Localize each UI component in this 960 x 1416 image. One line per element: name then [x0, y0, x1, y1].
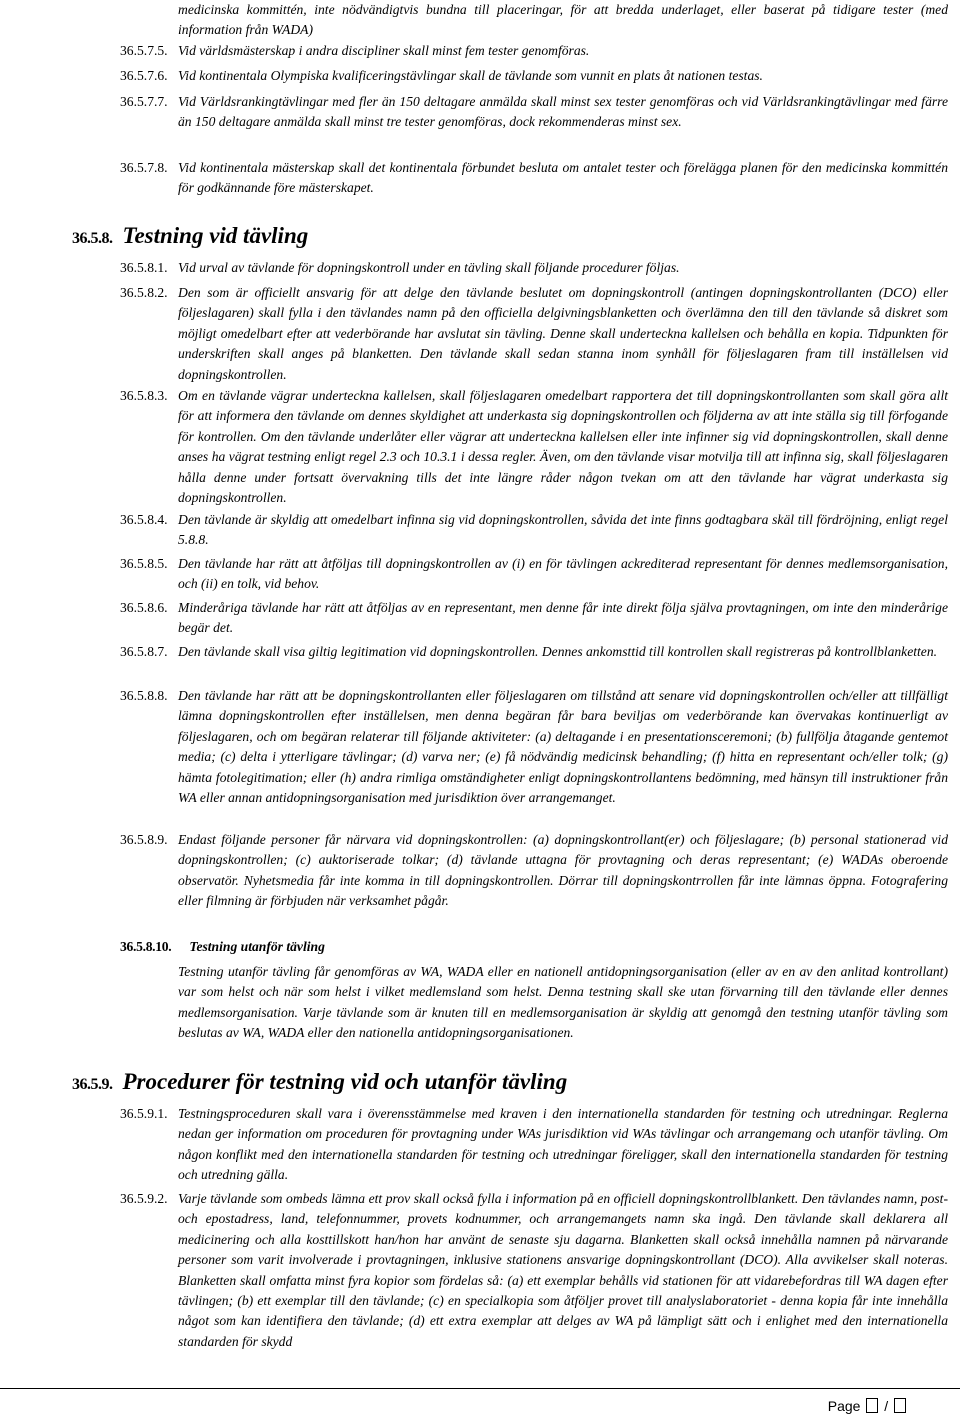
list-item-36-5-8-8	[120, 686, 948, 808]
item-text: Den tävlande är skyldig att omedelbart infinna sig vid dopningskontrollen, såvida det inte finns godtagbara skäl till fördröjning, enligt regel 5.8.8.	[178, 512, 948, 548]
item-text: Den tävlande skall visa giltig legitimation vid dopningskontrollen. Dennes ankomsttid till kontrollen skall registreras på kontrollblanketten.	[178, 644, 938, 659]
item-text: Endast följande personer får närvara vid dopningskontrollen: (a) dopningskontrollant(er) och följeslagare; (b) personal stationerad vid dopningskontrollen; (c) auktoriserade tolkar; (d) tävlande uttagna för provtagning och deras representant; (e) WADAs oberoende observatör. Nyhetsmedia får inte komma in till dopningskontrollen. Dörrar till dopningskontrrollen får inte lämnas öppna. Fotografering eller filmning är förbjuden när verksamhet pågår.	[178, 832, 948, 909]
page-footer	[828, 1398, 908, 1414]
list-item-36-5-8-9	[120, 830, 948, 912]
list-item-36-5-7-8	[120, 158, 948, 199]
intro-paragraph	[120, 0, 948, 41]
item-number: 36.5.9.1.	[120, 1106, 168, 1121]
subsection-paragraph	[120, 962, 948, 1044]
item-number: 36.5.7.5.	[120, 43, 168, 58]
section-title: Procedurer för testning vid och utanför tävling	[122, 1069, 568, 1094]
item-number: 36.5.9.2.	[120, 1191, 168, 1206]
item-text: Vid Världsrankingtävlingar med fler än 150 deltagare anmälda skall minst sex tester genomföras och vid Världsrankingtävlingar med färre än 150 deltagare anmälda skall minst tre tester genomföras, dock rekommenderas minst sex.	[178, 94, 948, 130]
section-number: 36.5.8.	[72, 230, 113, 247]
item-number: 36.5.8.2.	[120, 285, 168, 300]
item-number: 36.5.7.8.	[120, 160, 168, 175]
item-text: Om en tävlande vägrar underteckna kallelsen, skall följeslagaren omedelbart rapportera det till dopningskontrollanten som skall göra allt för att informera den tävlande om dennes skyldighet att underkasta sig dopningskontrollen och följderna av att inte ställa sig till förfogande för kontrollen. Om den tävlande underlåter eller vägrar att underteckna kallelsen eller inte infinner sig vid dopningskontrollen, skall denne anses ha vägrat testning enligt regel 2.3 och 10.3.1 i dessa regler. Även, om den tävlande visar motvilja till att infinna sig, skall följeslagaren hålla denne under fortsatt övervakning tills det inte längre råder någon tvekan om att den tävlande har vägrat underkasta sig dopningskontrollen.	[178, 388, 948, 506]
list-item-36-5-8-7	[120, 642, 948, 662]
subsection-text: Testning utanför tävling får genomföras av WA, WADA eller en nationell antidopningsorganisation (eller av en av den anlitad kontrollant) var som helst och när som helst i vilket medlemsland som helst. Denna testning skall ske utan förvarning till den tävlande eller dennes medlemsorganisation. Varje tävlande som är knuten till en medlemsorganisation är skyldig att genomgå den testning utanför tävling som beslutas av WA, WADA eller den nationella antidopningsorganisationen.	[178, 964, 948, 1041]
list-item-36-5-7-5	[120, 41, 948, 61]
footer-divider	[0, 1388, 960, 1389]
item-number: 36.5.8.6.	[120, 600, 168, 615]
page-label: Page	[827, 1398, 861, 1414]
item-number: 36.5.8.7.	[120, 644, 168, 659]
item-text: Varje tävlande som ombeds lämna ett prov skall också fylla i information på en officiell dopningskontrollblankett. Den tävlandes namn, post- och epostadress, land, telefonnummer, provets kodnummer, och arrangemangets namn ska ingå. Den tävlande skall deklarera all medicinering och alla kosttillskott han/hon har använt de senaste sju dagarna. Blanketten skall också innehålla namnen på närvarande personer som varit involverade i provtagningen, inklusive stationens ansvarige dopningskontrollant (DCO). Alla avvikelser skall noteras. Blanketten skall omfatta minst fyra kopior som fördelas så: (a) ett exemplar behålls vid stationen för att vidarebefordras till WA dagen efter tävlingen; (b) ett exemplar till den tävlande; (c) en specialkopia som åtföljer provet till analyslaboratoriet - denna kopia får inte innehålla något som kan identifiera den tävlande; (d) ett extra exemplar att delges av WA på lämpligt sätt och i enlighet med den internationella standarden för skydd	[178, 1191, 948, 1349]
subsection-heading-36-5-8-10	[120, 937, 325, 957]
section-title: Testning vid tävling	[122, 223, 309, 248]
item-text: Den som är officiellt ansvarig för att delge den tävlande beslutet om dopningskontroll (antingen dopningskontrollanten (DCO) eller följeslagaren) skall fylla i den tävlandes namn på den officiella delgivningsblanketten och överlämna den till den tävlande så diskret som möjligt omedelbart efter att vederbörande har avslutat sin tävling. Denne skall underteckna kallelsen och behålla en kopia. Tidpunkten för underskriften skall anges på blanketten. Den tävlande skall sedan stanna inom synhåll för följeslagaren fram till inställelsen vid dopningskontrollen.	[178, 285, 948, 382]
list-item-36-5-7-6	[120, 66, 948, 86]
list-item-36-5-8-1	[120, 258, 948, 278]
section-heading-36-5-9	[72, 1068, 567, 1099]
item-number: 36.5.7.7.	[120, 94, 168, 109]
subsection-number: 36.5.8.10.	[120, 939, 172, 954]
item-number: 36.5.8.3.	[120, 388, 168, 403]
list-item-36-5-9-1	[120, 1104, 948, 1186]
list-item-36-5-8-3	[120, 386, 948, 508]
item-text: Vid kontinentala Olympiska kvalificeringstävlingar skall de tävlande som vunnit en plats åt nationen testas.	[178, 68, 763, 83]
page-number-placeholder-icon	[866, 1398, 878, 1413]
item-text: Den tävlande har rätt att be dopningskontrollanten eller följeslagaren om tillstånd att senare vid dopningskontrollen och/eller att tillfälligt lämna dopningskontrollen efter inställelsen, men denna begäran får bara beviljas om vederbörande kan övervakas kontinuerligt av följeslagaren, och om begäran relaterar till följande aktiviteter: (a) deltagande i en presentationsceremoni; (b) fullfölja åtagande gentemot media; (c) delta i ytterligare tävlingar; (d) varva ner; (e) få nödvändig medicinsk behandling; (f) hitta en representant och/eller tolk; (g) hämta fotolegitimation; eller (h) andra rimliga omständigheter enligt dopningskontrollantens bedömning, med hänsyn till instruktioner från WA eller annan antidopningsorganisation med jurisdiktion över arrangemanget.	[178, 688, 948, 806]
item-number: 36.5.8.5.	[120, 556, 168, 571]
item-number: 36.5.8.4.	[120, 512, 168, 527]
item-number: 36.5.7.6.	[120, 68, 168, 83]
item-number: 36.5.8.8.	[120, 688, 168, 703]
page-separator: /	[884, 1398, 889, 1414]
intro-text: medicinska kommittén, inte nödvändigtvis bundna till placeringar, för att bredda underlaget, eller baserat på tidigare tester (med information från WADA)	[178, 2, 948, 38]
item-text: Minderåriga tävlande har rätt att åtföljas av en representant, men denne får inte direkt följa själva provtagningen, om inte den minderårige begär det.	[178, 600, 948, 636]
item-number: 36.5.8.1.	[120, 260, 168, 275]
item-text: Vid urval av tävlande för dopningskontroll under en tävling skall följande procedurer följas.	[178, 260, 680, 275]
list-item-36-5-8-5	[120, 554, 948, 595]
list-item-36-5-7-7	[120, 92, 948, 133]
page-total-placeholder-icon	[894, 1398, 906, 1413]
section-number: 36.5.9.	[72, 1076, 113, 1093]
list-item-36-5-9-2	[120, 1189, 948, 1352]
item-text: Den tävlande har rätt att åtföljas till dopningskontrollen av (i) en för tävlingen ackrediterad representant för dennes medlemsorganisation, och (ii) en tolk, vid behov.	[178, 556, 948, 592]
subsection-title: Testning utanför tävling	[189, 939, 325, 954]
item-number: 36.5.8.9.	[120, 832, 168, 847]
list-item-36-5-8-6	[120, 598, 948, 639]
item-text: Testningsproceduren skall vara i överensstämmelse med kraven i den internationella standarden för testning och utredningar. Reglerna nedan ger information om proceduren för provtagning under WAs jurisdiktion vid WAs tävlingar och arrangemang och utanför tävling. Om någon konflikt med den internationella standarden för testning och utredningar föreligger, skall den internationella standarden för testning och utredning gälla.	[178, 1106, 948, 1183]
list-item-36-5-8-2	[120, 283, 948, 385]
item-text: Vid kontinentala mästerskap skall det kontinentala förbundet besluta om antalet tester och förelägga planen för den medicinska kommittén för godkännande före mästerskapet.	[178, 160, 948, 196]
item-text: Vid världsmästerskap i andra discipliner skall minst fem tester genomföras.	[178, 43, 590, 58]
section-heading-36-5-8	[72, 222, 308, 253]
list-item-36-5-8-4	[120, 510, 948, 551]
